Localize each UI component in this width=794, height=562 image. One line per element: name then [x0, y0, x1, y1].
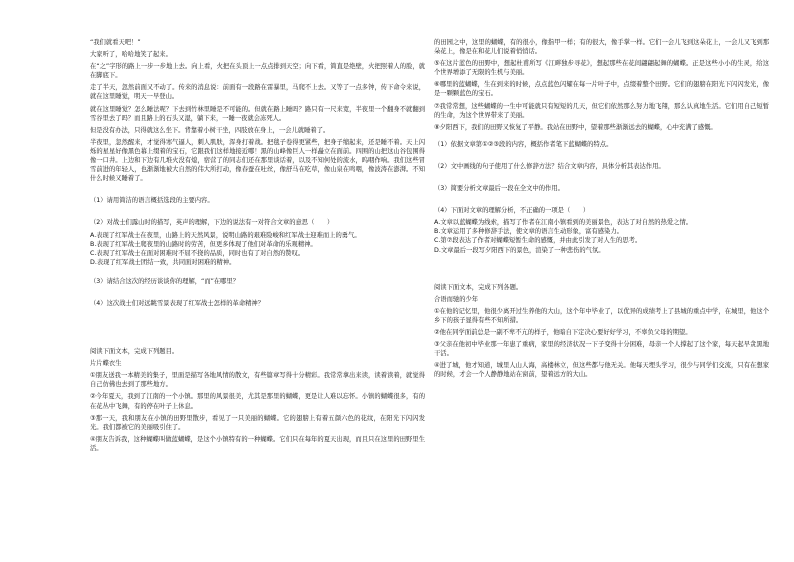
option-c: C.第⑦段表达了作者对蝴蝶短暂生命的感慨，并由此引发了对人生的思考。 [434, 237, 642, 245]
article-para: ③那一天，我和朋友在小镇的田野里散步，看见了一只美丽的蝴蝶。它的翅膀上有着五颜六色的花纹，在阳光下闪闪发光。我们都被它的美丽吸引住了。 [90, 414, 425, 431]
reading-instruction: 阅读下面文本，完成下列各题。 [434, 283, 523, 291]
right-column [434, 38, 769, 382]
story-para: 半夜里，忽然醒来，才觉得寒气逼人，刺人肌肤，浑身打着战。把毯子卷得更紧些，把身子缩起来，还是睡不着。天上闪烁的星星好像黑色幕上缀着的宝石，它跟我们这样地接近哪！黑的山峰像巨人一样矗立在面前。四围的山把这山谷包围得像一口井。上边和下边有几堆火没有熄，宿营了的同志们还在那里谈话着，以及不知何处的流水，呜咽作响。我们这些冒雪前进的年轻人，也渐渐地被大自然的伟大所打动，像春蚕在吐丝，像舒马在吃草，像山泉在鸣咽，像波涛在澎湃。不知什么时候又睡着了。 [90, 138, 425, 183]
option-b: B.文章运用了多种修辞手法，使文章的语言生动形象，富有感染力。 [434, 228, 623, 236]
story-para: 大家听了，哈哈地笑了起来。 [90, 51, 172, 59]
option-d: D.文章最后一段写夕阳西下的景色，渲染了一种悲伤的气氛。 [434, 246, 605, 254]
reading-instruction: 阅读下面文本，完成下列题目。 [90, 348, 179, 356]
option-a: A.表现了红军战士在夜里，山路上的天然风景，说明山路的艰难险峻和红军战士迎难而上的勇气。 [90, 231, 361, 239]
option-c: C.表现了红军战士在面对困难时不屈不挠的品质，同时也有了对自然的赞叹。 [90, 249, 305, 257]
question-4: （4）这次战士们对远眺雪景表现了红军战士怎样的革命精神？ [90, 299, 265, 307]
option-a: A.文章以蓝蝴蝶为线索，描写了作者在江南小镇看到的美丽景色，表达了对自然的热爱之情。 [434, 219, 693, 227]
story-para: 就在这里睡觉？怎么睡法呢？下去到竹林里睡是不可能的。但就在路上睡吗？路只有一尺来宽，半夜里一个翻身不就翻到雪谷里去了吗？而且路上的石头又湿，躺下来，一睡一夜就会冻死人。 [90, 105, 425, 122]
article-para: ④进了城，他才知道，城里人山人海，高楼林立，但这些都与他无关。他每天埋头学习，很少与同学们交流，只有在想家的时候，才会一个人静静地站在窗前，望着远方的大山。 [434, 362, 769, 379]
article-para: ④朋友告诉我，这种蝴蝶叫做蓝蝴蝶，是这个小镇特有的一种蝴蝶。它们只在每年的夏天出现，而且只在这里的田野里生活。 [90, 435, 425, 452]
article-para: ①在他的记忆里，他很少离开过生养他的大山，这个年中毕业了，以优异的成绩考上了县城的重点中学，在城里，他这个乡下的孩子显得有些不知所措。 [434, 307, 769, 324]
article-para: ①朋友送我一本精美的集子，里面是描写各地风情的散文，有些篇章写得十分精彩。我常常拿出来读，读着读着，就觉得自己仿佛也去到了那些地方。 [90, 372, 425, 389]
article-para: ⑦我常常想，这些蝴蝶的一生中可能就只有短短的几天，但它们依然那么努力地飞翔，那么认真地生活。它们用自己短暂的生命，为这个世界带来了美丽。 [434, 102, 769, 119]
left-column [90, 38, 425, 456]
article-para: ②他在同学面前总是一副不卑不亢的样子，他暗自下定决心要好好学习，不辜负父母的期望。 [434, 328, 692, 336]
article-para: ③父亲在他初中毕业那一年患了重病，家里的经济状况一下子变得十分困难，母亲一个人撑起了这个家，每天起早贪黑地干活。 [434, 341, 769, 358]
article-para: ②今年夏天，我到了江南的一个小镇。那里的风景很美，尤其是那里的蝴蝶，更是让人难以忘怀。小镇的蝴蝶很多，有的在花丛中飞舞，有的停在叶子上休息。 [90, 393, 425, 410]
question-4: （4）下面对文章的理解分析，不正确的一项是（ ） [434, 207, 590, 215]
option-d: D.表现了红军战士团结一致，共同面对困难的精神。 [90, 258, 236, 266]
question-1: （1）依据文章第①②③段的内容，概括作者笔下蓝蝴蝶的特点。 [434, 140, 613, 148]
article-para: 的田园之中，这里的蝴蝶，有的很小，像指甲一样；有的很大，像手掌一样。它们一会儿飞到这朵花上，一会儿又飞到那朵花上，像是在和花儿们说着悄悄话。 [434, 39, 769, 56]
article-title: 合语而驰的少年 [434, 295, 479, 303]
article-para: ⑥哪里的蓝蝴蝶，生在到来的时候，点点蓝色闪耀在每一片叶子中，点缀着整个田野。它们的翅膀在阳光下闪闪发光，像是一颗颗蓝色的宝石。 [434, 81, 769, 98]
story-para: “我们就看天吧！” [90, 39, 141, 46]
story-para: 在“之”字形的路上一步一步地上去。向上看，火把在头顶上一点点排到天空；向下看，简直是绝壁，火把照着人的脸，就在脚底下。 [90, 63, 425, 80]
question-3: （3）请结合这次的经历谈谈你的理解，“而”在哪里？ [90, 277, 240, 285]
article-title: 片片蝶衣生 [90, 360, 122, 368]
question-2: （2）文中画线的句子使用了什么修辞方法？结合文章内容，具体分析其表达作用。 [434, 162, 665, 170]
story-para: 走了半天，忽然前面又不动了。传来的消息说：前面有一段路在雷暴里，马爬不上去。又等了一点多钟，传下命令来说，就在这里睡觉，明天一早登山。 [90, 84, 425, 101]
question-3: （3）简要分析文章最后一段在全文中的作用。 [434, 185, 564, 193]
story-para: 但是没有办法，只得就这么坐下。背靠着小树干坐，四肢放在身上，一会儿就睡着了。 [90, 126, 330, 134]
question-1: （1）请用简洁的语言概括选段的主要内容。 [90, 197, 214, 205]
option-b: B.表现了红军战士爬夜里的山路时的劳苦，但更多体现了他们对革命的乐观精神。 [90, 240, 317, 248]
question-2: （2）对战士们露山时的描写，英声的理解，下边的说法有一对符合文章的意思（ ） [90, 219, 334, 227]
article-para: ⑧夕阳西下，我们的田野又恢复了平静。我站在田野中，望着那些渐渐远去的蝴蝶，心中充满了感慨。 [434, 123, 717, 131]
article-para: ⑤在这片蓝色的田野中，想起杜甫所写《江畔独步寻花》，想起那些在花间翩翩起舞的蝴蝶。正是这些小小的生灵，给这个世界增添了无限的生机与美丽。 [434, 60, 769, 77]
